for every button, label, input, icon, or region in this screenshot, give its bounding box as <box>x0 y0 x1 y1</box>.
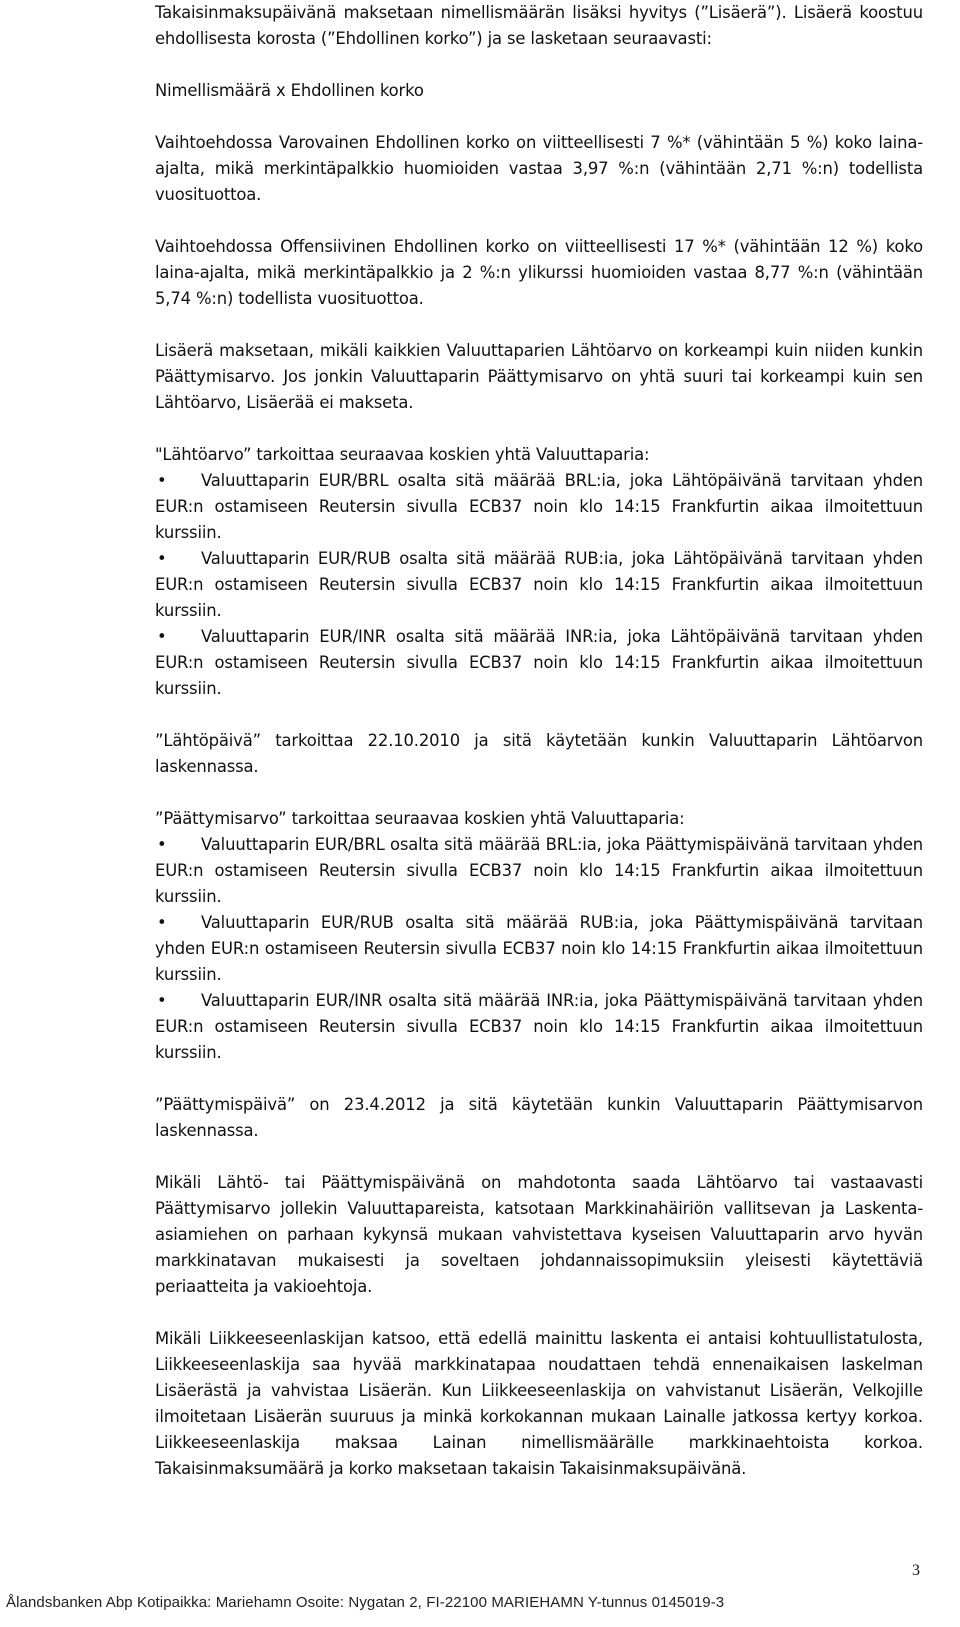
list-item <box>155 910 923 988</box>
paragraph-payment-condition: Lisäerä maksetaan, mikäli kaikkien Valuuttaparien Lähtöarvo on korkeampi kuin niiden kunkin Päättymisarvo. Jos jonkin Valuuttaparin Päättymisarvo on yhtä suuri tai korkeampi kuin sen Lähtöarvo, Lisäerää ei makseta. <box>155 341 923 412</box>
list-item-text: Valuuttaparin EUR/BRL osalta sitä määrää BRL:ia, joka Lähtöpäivänä tarvitaan yhden EUR:n ostamiseen Reutersin sivulla ECB37 noin klo 14:15 Frankfurtin aikaa ilmoitettuun kurssiin. <box>155 471 923 542</box>
bullet-icon: • <box>157 991 167 1010</box>
bullet-icon: • <box>157 835 167 854</box>
list-item-text: Valuuttaparin EUR/RUB osalta sitä määrää RUB:ia, joka Lähtöpäivänä tarvitaan yhden EUR:n ostamiseen Reutersin sivulla ECB37 noin klo 14:15 Frankfurtin aikaa ilmoitettuun kurssiin. <box>155 549 923 620</box>
list-item <box>155 624 923 702</box>
document-body <box>155 0 923 1482</box>
paragraph-start-value-definition: "Lähtöarvo” tarkoittaa seuraavaa koskien yhtä Valuuttaparia: <box>155 445 650 464</box>
list-item-text: Valuuttaparin EUR/BRL osalta sitä määrää BRL:ia, joka Päättymispäivänä tarvitaan yhden EUR:n ostamiseen Reutersin sivulla ECB37 noin klo 14:15 Frankfurtin aikaa ilmoitettuun kurssiin. <box>155 835 923 906</box>
list-item-text: Valuuttaparin EUR/INR osalta sitä määrää INR:ia, joka Lähtöpäivänä tarvitaan yhden EUR:n ostamiseen Reutersin sivulla ECB37 noin klo 14:15 Frankfurtin aikaa ilmoitettuun kurssiin. <box>155 627 923 698</box>
bullet-icon: • <box>157 549 167 568</box>
start-value-bullet-list <box>155 468 923 702</box>
paragraph-start-date: ”Lähtöpäivä” tarkoittaa 22.10.2010 ja sitä käytetään kunkin Valuuttaparin Lähtöarvon laskennassa. <box>155 731 923 776</box>
paragraph-formula: Nimellismäärä x Ehdollinen korko <box>155 81 424 100</box>
page-footer: Ålandsbanken Abp Kotipaikka: Mariehamn Osoite: Nygatan 2, FI-22100 MARIEHAMN Y-tunnus 0145019-3 <box>6 1594 725 1611</box>
end-value-bullet-list <box>155 832 923 1066</box>
bullet-icon: • <box>157 471 167 490</box>
paragraph-option-offensive: Vaihtoehdossa Offensiivinen Ehdollinen korko on viitteellisesti 17 %* (vähintään 12 %) koko laina-ajalta, mikä merkintäpalkkio ja 2 %:n ylikurssi huomioiden vastaa 8,77 %:n (vähintään 5,74 %:n) todellista vuosituottoa. <box>155 237 923 308</box>
paragraph-end-value-definition: ”Päättymisarvo” tarkoittaa seuraavaa koskien yhtä Valuuttaparia: <box>155 809 685 828</box>
page-number: 3 <box>912 1562 920 1579</box>
list-item <box>155 546 923 624</box>
paragraph-end-date: ”Päättymispäivä” on 23.4.2012 ja sitä käytetään kunkin Valuuttaparin Päättymisarvon laskennassa. <box>155 1095 923 1140</box>
list-item <box>155 832 923 910</box>
list-item-text: Valuuttaparin EUR/RUB osalta sitä määrää RUB:ia, joka Päättymispäivänä tarvitaan yhden EUR:n ostamiseen Reutersin sivulla ECB37 noin klo 14:15 Frankfurtin aikaa ilmoitettuun kurssiin. <box>155 913 923 984</box>
paragraph-market-disruption: Mikäli Lähtö- tai Päättymispäivänä on mahdotonta saada Lähtöarvo tai vastaavasti Päättymisarvo jollekin Valuuttapareista, katsotaan Markkinahäiriön vallitsevan ja Laskenta-asiamiehen on parhaan kykynsä mukaan vahvistettava kyseisen Valuuttaparin arvo hyvän markkinatavan mukaisesti ja soveltaen johdannaissopimuksiin yleisesti käytettäviä periaatteita ja vakioehtoja. <box>155 1173 923 1296</box>
bullet-icon: • <box>157 913 167 932</box>
paragraph-early-calculation: Mikäli Liikkeeseenlaskijan katsoo, että edellä mainittu laskenta ei antaisi kohtuullistatulosta, Liikkeeseenlaskija saa hyvää markkinatapaa noudattaen tehdä ennenaikaisen laskelman Lisäerästä ja vahvistaa Lisäerän. Kun Liikkeeseenlaskija on vahvistanut Lisäerän, Velkojille ilmoitetaan Lisäerän suuruus ja minkä korkokannan mukaan Lainalle jatkossa kertyy korkoa. Liikkeeseenlaskija maksaa Lainan nimellismäärälle markkinaehtoista korkoa. Takaisinmaksumäärä ja korko maksetaan takaisin Takaisinmaksupäivänä. <box>155 1329 923 1478</box>
bullet-icon: • <box>157 627 167 646</box>
paragraph-option-cautious: Vaihtoehdossa Varovainen Ehdollinen korko on viitteellisesti 7 %* (vähintään 5 %) koko laina-ajalta, mikä merkintäpalkkio huomioiden vastaa 3,97 %:n (vähintään 2,71 %:n) todellista vuosituottoa. <box>155 133 923 204</box>
list-item <box>155 468 923 546</box>
paragraph-repayment-intro: Takaisinmaksupäivänä maksetaan nimellismäärän lisäksi hyvitys (”Lisäerä”). Lisäerä koostuu ehdollisesta korosta (”Ehdollinen korko”) ja se lasketaan seuraavasti: <box>155 3 923 48</box>
list-item-text: Valuuttaparin EUR/INR osalta sitä määrää INR:ia, joka Päättymispäivänä tarvitaan yhden EUR:n ostamiseen Reutersin sivulla ECB37 noin klo 14:15 Frankfurtin aikaa ilmoitettuun kurssiin. <box>155 991 923 1062</box>
list-item <box>155 988 923 1066</box>
